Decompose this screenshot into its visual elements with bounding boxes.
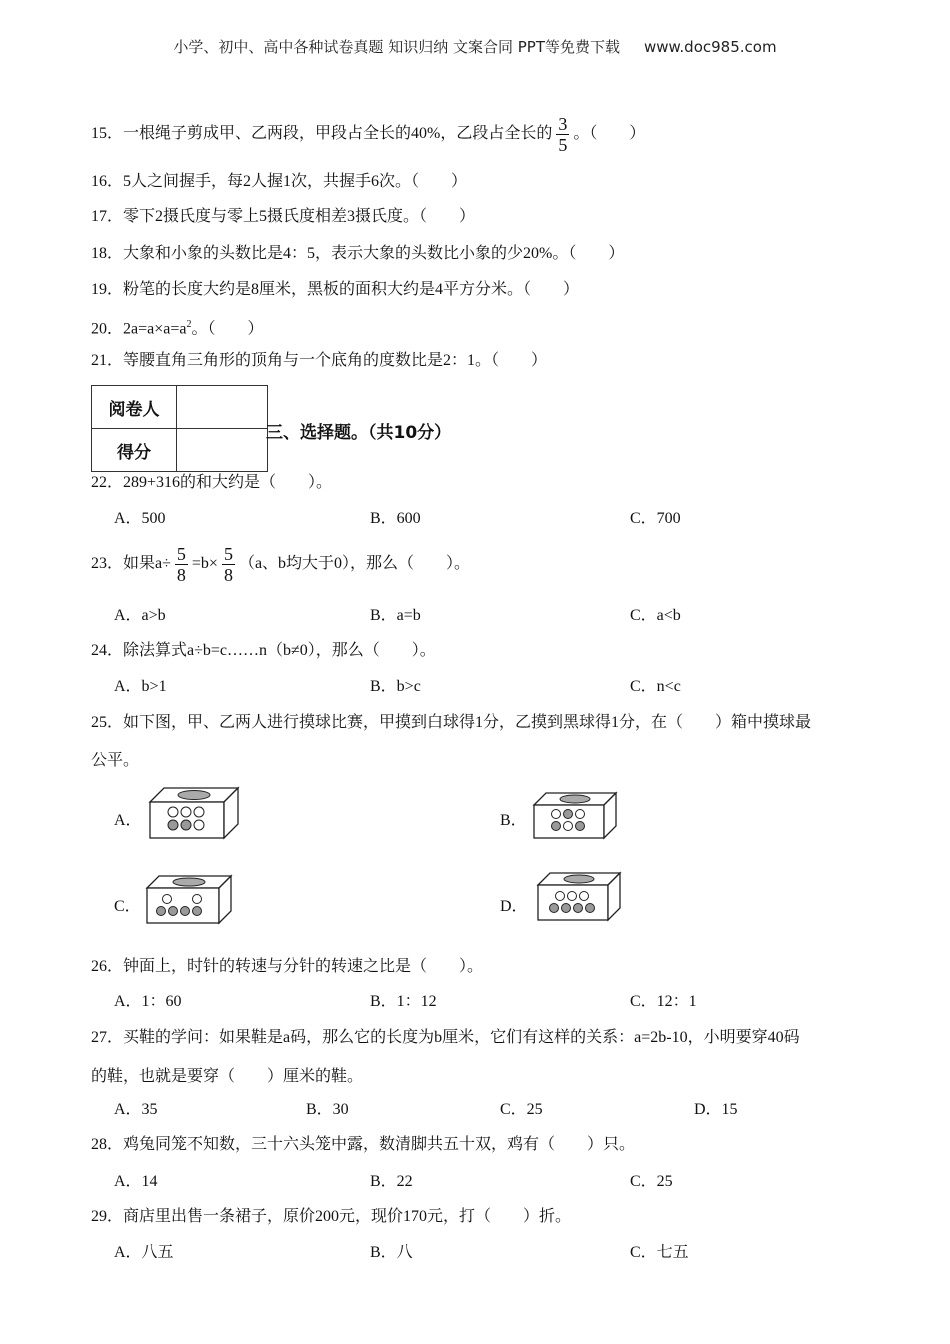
ball-box-d-icon bbox=[534, 869, 624, 923]
option-c[interactable]: C．25 bbox=[630, 1173, 673, 1190]
question-15: 15．一根绳子剪成甲、乙两段，甲段占全长的40%，乙段占全长的 $\frac{3}{5}$ 。（ ） bbox=[91, 114, 646, 155]
option-a[interactable]: A．35 bbox=[114, 1101, 158, 1118]
grading-table bbox=[91, 385, 268, 472]
option-a[interactable]: A．八五 bbox=[114, 1244, 174, 1261]
option-c[interactable]: C．n<c bbox=[630, 678, 681, 695]
fraction-5-8: $\frac{5}{8}$ bbox=[176, 544, 186, 585]
question-17: 17．零下2摄氏度与零上5摄氏度相差3摄氏度。（ ） bbox=[91, 208, 476, 225]
question-25-line2: 公平。 bbox=[91, 752, 140, 769]
option-c[interactable]: C． bbox=[114, 898, 141, 915]
question-27-line2: 的鞋，也就是要穿（ ）厘米的鞋。 bbox=[91, 1068, 364, 1085]
option-b[interactable]: B．22 bbox=[370, 1173, 413, 1190]
option-c[interactable]: C．12：1 bbox=[630, 993, 697, 1010]
option-c[interactable]: C．700 bbox=[630, 510, 681, 527]
score-label: 得分 bbox=[92, 429, 177, 472]
question-20: 20．$2a=a\times a=a^2$。（ ） bbox=[91, 319, 264, 338]
question-16: 16．5人之间握手，每2人握1次，共握手6次。（ ） bbox=[91, 173, 468, 190]
question-24: 24．除法算式a÷b=c……n（b≠0），那么（ ）。 bbox=[91, 642, 436, 659]
question-25: 25．如下图，甲、乙两人进行摸球比赛，甲摸到白球得1分，乙摸到黑球得1分，在（ ）箱中摸球最 bbox=[91, 714, 812, 731]
reviewer-cell[interactable] bbox=[177, 386, 268, 429]
option-a[interactable]: A．1：60 bbox=[114, 993, 182, 1010]
question-23: 23．如果a÷ $\frac{5}{8}$ =b× $\frac{5}{8}$ （a、b均大于0），那么（ ）。 bbox=[91, 544, 471, 585]
option-c[interactable]: C．a<b bbox=[630, 607, 681, 624]
question-28: 28．鸡兔同笼不知数，三十六头笼中露，数清脚共五十双，鸡有（ ）只。 bbox=[91, 1136, 636, 1153]
option-d[interactable]: D．15 bbox=[694, 1101, 738, 1118]
ball-box-b-icon bbox=[530, 789, 620, 841]
question-18: 18．大象和小象的头数比是4：5，表示大象的头数比小象的少20%。（ ） bbox=[91, 245, 625, 262]
page-header bbox=[0, 36, 950, 57]
question-27: 27．买鞋的学问：如果鞋是a码，那么它的长度为b厘米，它们有这样的关系：a=2b-10，小明要穿40码 bbox=[91, 1029, 800, 1046]
option-d[interactable]: D． bbox=[500, 898, 528, 915]
option-b[interactable]: B．八 bbox=[370, 1244, 413, 1261]
option-b[interactable]: B．30 bbox=[306, 1101, 349, 1118]
option-a[interactable]: A． bbox=[114, 812, 142, 829]
option-c[interactable]: C．25 bbox=[500, 1101, 543, 1118]
reviewer-label: 阅卷人 bbox=[92, 386, 177, 429]
option-a[interactable]: A．b>1 bbox=[114, 678, 167, 695]
option-b[interactable]: B．1：12 bbox=[370, 993, 437, 1010]
option-a[interactable]: A．500 bbox=[114, 510, 166, 527]
option-a[interactable]: A．14 bbox=[114, 1173, 158, 1190]
option-b[interactable]: B．b>c bbox=[370, 678, 421, 695]
header-url[interactable]: www.doc985.com bbox=[643, 38, 777, 56]
option-b[interactable]: B． bbox=[500, 812, 527, 829]
option-a[interactable]: A．a>b bbox=[114, 607, 166, 624]
question-26: 26．钟面上，时针的转速与分针的转速之比是（ ）。 bbox=[91, 958, 484, 975]
section-3-title: 三、选择题。（共10分） bbox=[266, 423, 452, 443]
question-19: 19．粉笔的长度大约是8厘米，黑板的面积大约是4平方分米。（ ） bbox=[91, 281, 580, 298]
question-29: 29．商店里出售一条裙子，原价200元，现价170元，打（ ）折。 bbox=[91, 1208, 572, 1225]
fraction-3-5: $\frac{3}{5}$ bbox=[558, 114, 568, 155]
option-c[interactable]: C．七五 bbox=[630, 1244, 689, 1261]
option-b[interactable]: B．a=b bbox=[370, 607, 421, 624]
ball-box-a-icon bbox=[146, 784, 242, 842]
question-22: 22．289+316的和大约是（ ）。 bbox=[91, 474, 333, 491]
header-text: 小学、初中、高中各种试卷真题 知识归纳 文案合同 PPT等免费下载 bbox=[173, 38, 620, 56]
score-cell[interactable] bbox=[177, 429, 268, 472]
fraction-5-8: $\frac{5}{8}$ bbox=[223, 544, 233, 585]
question-21: 21．等腰直角三角形的顶角与一个底角的度数比是2：1。（ ） bbox=[91, 352, 548, 369]
option-b[interactable]: B．600 bbox=[370, 510, 421, 527]
ball-box-c-icon bbox=[143, 872, 235, 926]
